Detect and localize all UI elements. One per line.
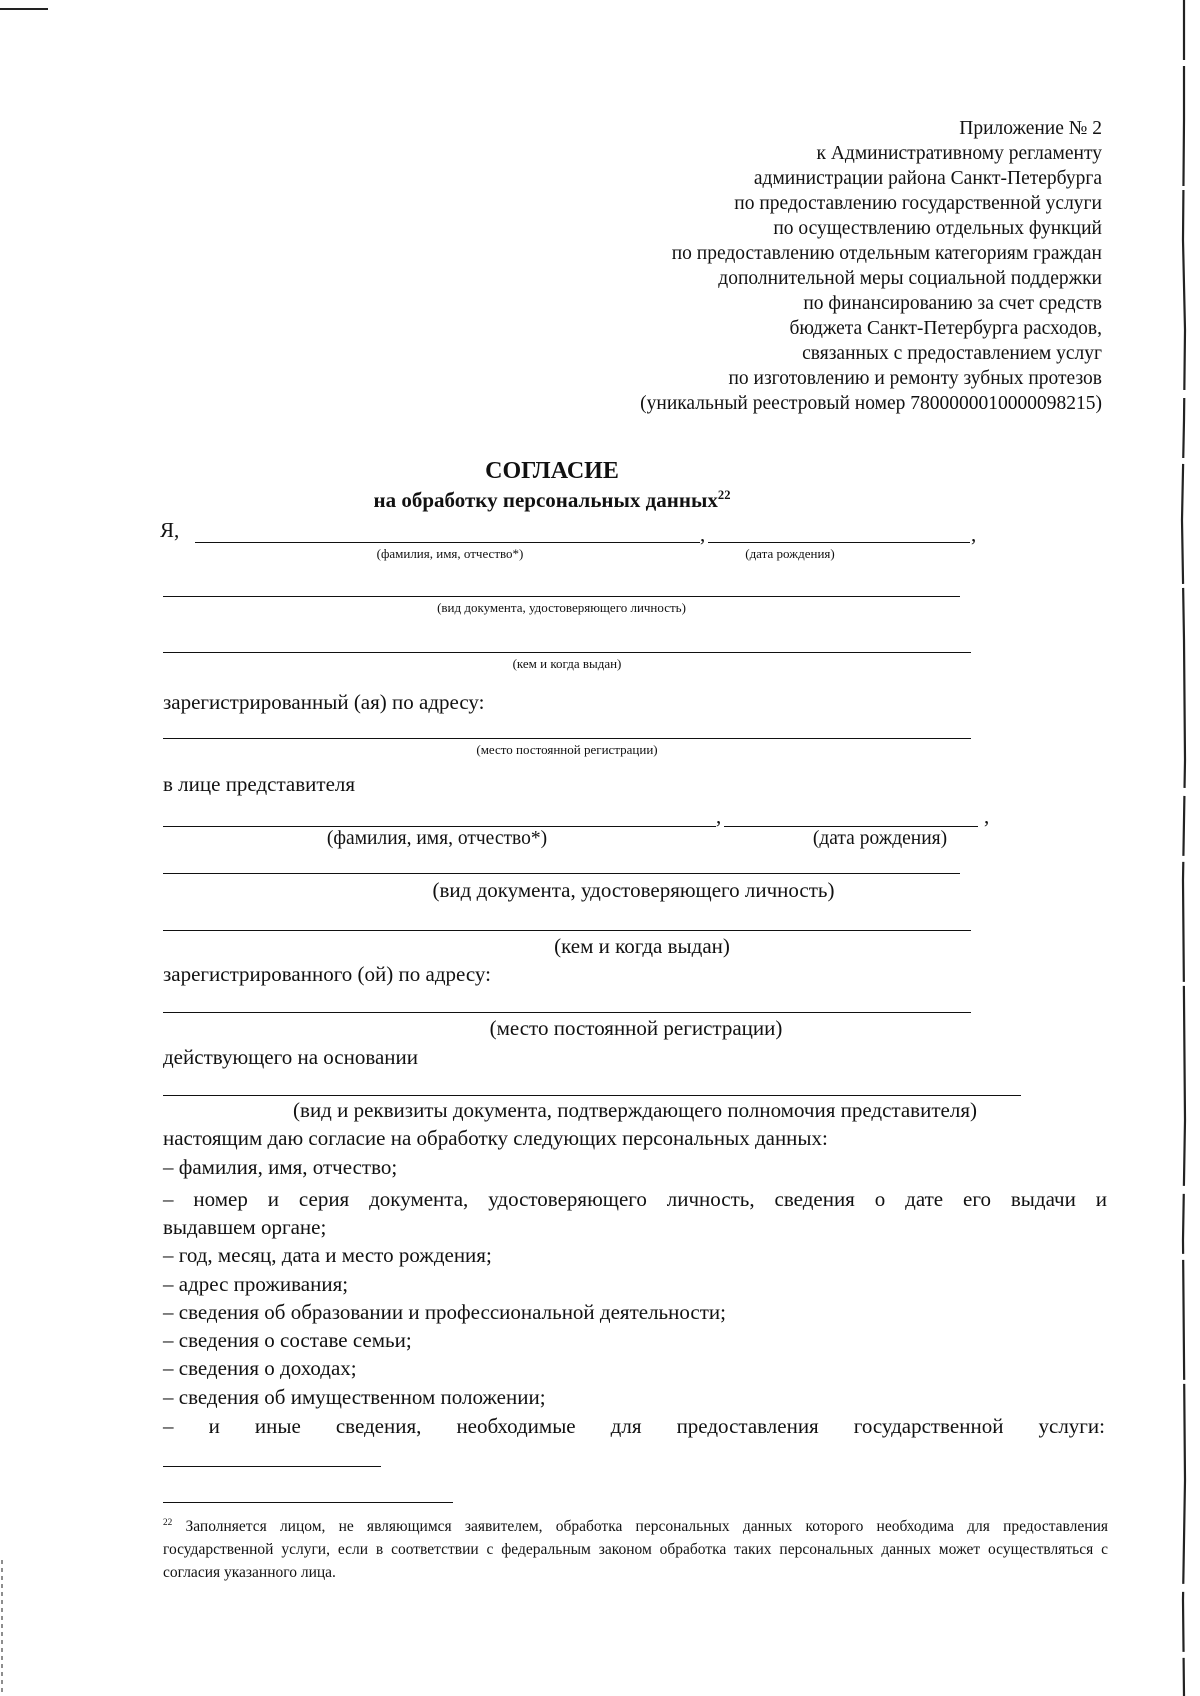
- footnote-text: Заполняется лицом, не являющимся заявителем, обработка персональных данных которого необходима для предоставления государственной услуги, если в соответствии с федеральным законом обработка таких персональных данных может осуществляться с согласия указанного лица.: [163, 1518, 1108, 1582]
- comma: ,: [971, 522, 977, 546]
- list-item-income: – сведения о доходах;: [163, 1356, 357, 1380]
- caption-registration: (место постоянной регистрации): [476, 742, 658, 757]
- scan-mark-top-left: [0, 8, 48, 10]
- header-line: дополнительной меры социальной поддержки: [718, 268, 1102, 289]
- other-blank[interactable]: [163, 1466, 381, 1467]
- header-line: администрации района Санкт-Петербурга: [753, 168, 1102, 189]
- caption-rep-doc: (вид документа, удостоверяющего личность): [432, 878, 835, 902]
- list-item-family: – сведения о составе семьи;: [163, 1328, 412, 1352]
- caption-rep-issued: (кем и когда выдан): [554, 934, 730, 958]
- header-line: к Административному регламенту: [816, 143, 1102, 164]
- subtitle-text: на обработку персональных данных: [373, 488, 718, 512]
- list-item-other: – и иные сведения, необходимые для предоставления государственной услуги:: [163, 1414, 1105, 1438]
- document-title: СОГЛАСИЕ: [485, 458, 619, 484]
- header-line: по финансированию за счет средств: [803, 293, 1102, 314]
- footnote-number: 22: [163, 1518, 173, 1528]
- appendix-header: [342, 116, 1102, 416]
- footnote-ref: 22: [717, 488, 731, 502]
- rep-fio-blank[interactable]: [163, 826, 716, 827]
- caption-doc: (вид документа, удостоверяющего личность): [437, 600, 686, 615]
- comma: ,: [700, 522, 706, 546]
- list-item-fio: – фамилия, имя, отчество;: [163, 1155, 398, 1179]
- scan-edge-left: [0, 1560, 6, 1696]
- caption-basis: (вид и реквизиты документа, подтверждающего полномочия представителя): [293, 1098, 977, 1122]
- footnote: [163, 1512, 1108, 1584]
- caption-rep-registration: (место постоянной регистрации): [489, 1016, 783, 1040]
- fio-blank[interactable]: [195, 542, 700, 543]
- header-line: по предоставлению отдельным категориям граждан: [671, 243, 1102, 264]
- scan-edge-right: [1178, 0, 1192, 1696]
- header-line: связанных с предоставлением услуг: [802, 343, 1102, 364]
- rep-issued-blank[interactable]: [163, 930, 971, 931]
- caption-fio: (фамилия, имя, отчество*): [376, 546, 524, 561]
- registered-label: зарегистрированный (ая) по адресу:: [163, 690, 485, 714]
- caption-issued: (кем и когда выдан): [512, 656, 622, 671]
- header-line: бюджета Санкт-Петербурга расходов,: [789, 318, 1102, 339]
- i-label: Я,: [160, 518, 180, 542]
- representative-label: в лице представителя: [163, 772, 356, 796]
- consent-intro: настоящим даю согласие на обработку следующих персональных данных:: [163, 1126, 828, 1150]
- header-line: по изготовлению и ремонту зубных протезов: [728, 368, 1102, 389]
- list-item-birth: – год, месяц, дата и место рождения;: [163, 1243, 492, 1267]
- comma: ,: [984, 804, 990, 828]
- rep-registration-blank[interactable]: [163, 1012, 971, 1013]
- header-line: по предоставлению государственной услуги: [734, 193, 1102, 214]
- basis-blank[interactable]: [163, 1095, 1021, 1096]
- list-item-document: – номер и серия документа, удостоверяющего личность, сведения о дате его выдачи и: [163, 1187, 1107, 1211]
- rep-dob-blank[interactable]: [724, 826, 978, 827]
- registered2-label: зарегистрированного (ой) по адресу:: [163, 962, 491, 986]
- list-item-education: – сведения об образовании и профессиональной деятельности;: [163, 1300, 726, 1324]
- caption-dob: (дата рождения): [745, 546, 835, 561]
- basis-label: действующего на основании: [163, 1045, 419, 1069]
- caption-rep-dob: (дата рождения): [812, 828, 948, 849]
- comma: ,: [716, 804, 722, 828]
- header-line: Приложение № 2: [959, 118, 1102, 139]
- issued-blank[interactable]: [163, 652, 971, 653]
- list-item-document-cont: выдавшем органе;: [163, 1215, 327, 1239]
- footnote-separator: [163, 1502, 453, 1503]
- list-item-address: – адрес проживания;: [163, 1272, 349, 1296]
- list-item-property: – сведения об имущественном положении;: [163, 1385, 546, 1409]
- registration-blank[interactable]: [163, 738, 971, 739]
- header-line: (уникальный реестровый номер 7800000010000098215): [640, 393, 1102, 414]
- caption-rep-fio: (фамилия, имя, отчество*): [326, 828, 548, 849]
- dob-blank[interactable]: [708, 542, 970, 543]
- rep-doc-blank[interactable]: [163, 873, 960, 874]
- document-subtitle: [0, 488, 1152, 513]
- doc-blank[interactable]: [163, 596, 960, 597]
- header-line: по осуществлению отдельных функций: [773, 218, 1102, 239]
